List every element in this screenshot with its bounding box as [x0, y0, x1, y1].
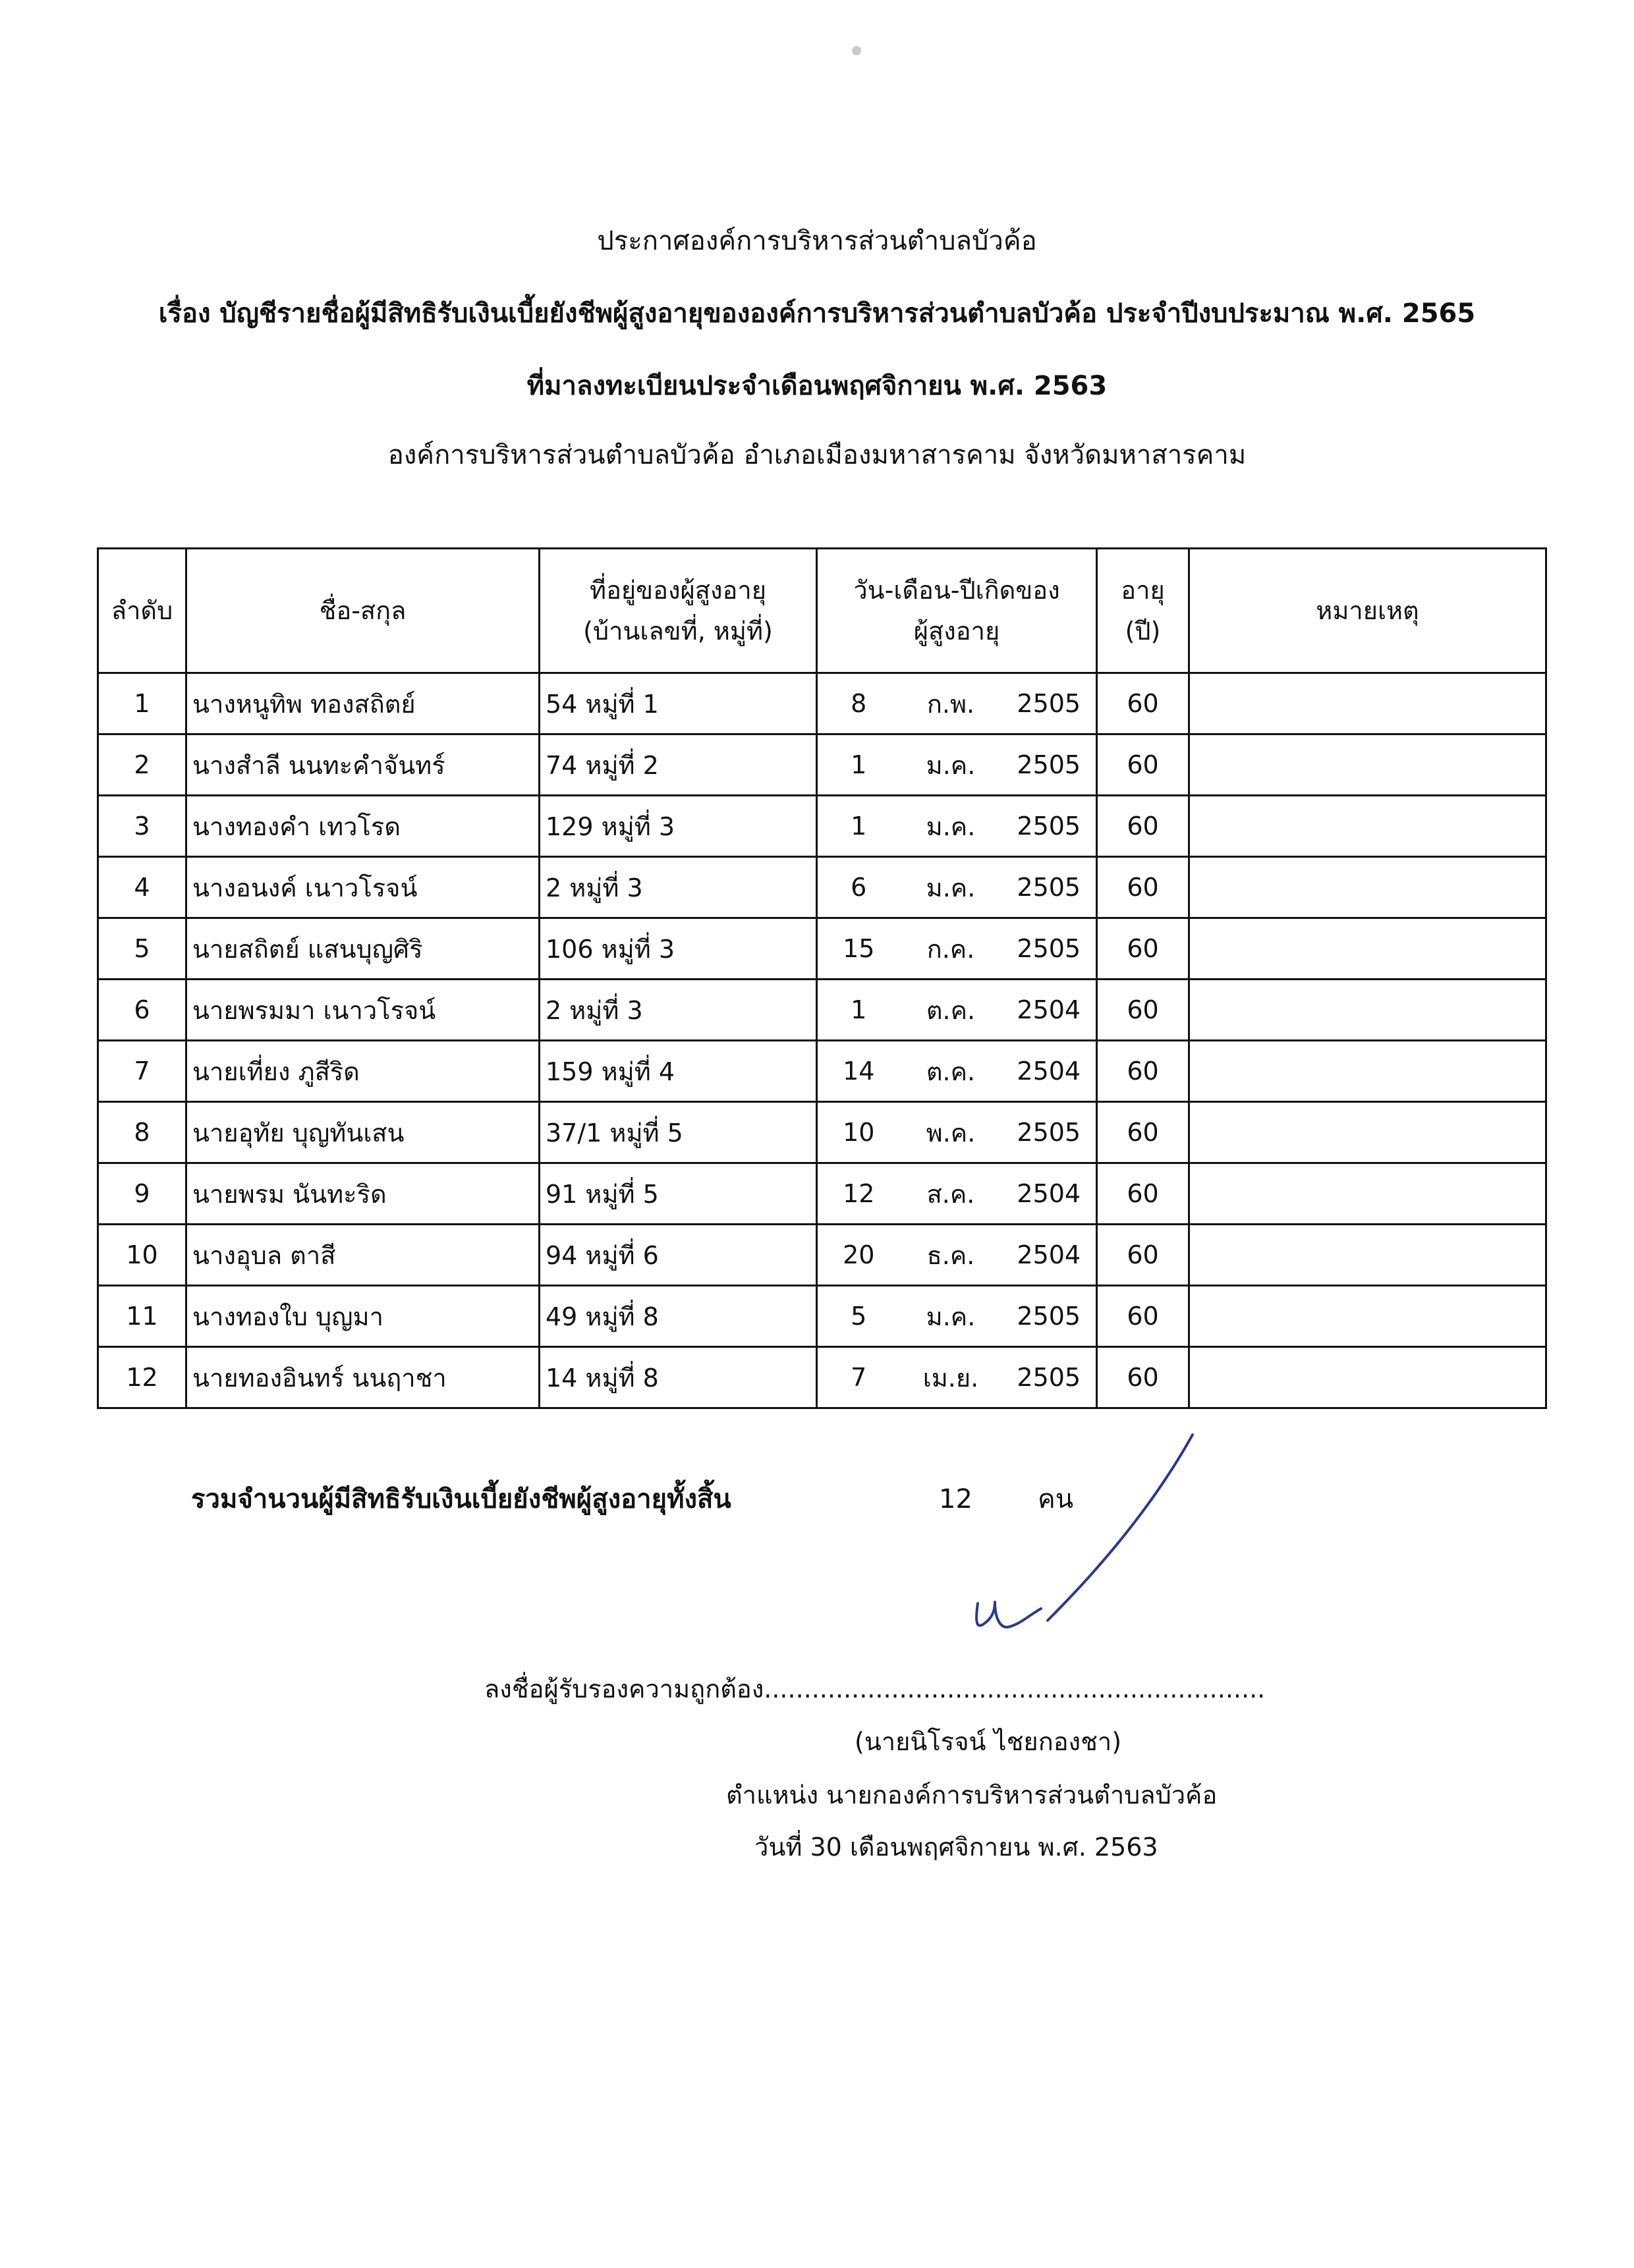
- row-birth-day: 7: [817, 1347, 900, 1408]
- subject-heading: เรื่อง บัญชีรายชื่อผู้มีสิทธิรับเงินเบี้ยยังชีพผู้สูงอายุขององค์การบริหารส่วนตำบลบัวค้อ ประจำปีงบประมาณ พ.ศ. 2565: [158, 298, 1476, 329]
- handwritten-signature: [969, 1429, 1206, 1667]
- scan-speck: [852, 46, 861, 55]
- row-birth-day: 1: [817, 734, 900, 796]
- row-birth-day: 6: [817, 857, 900, 918]
- row-birth-day: 12: [817, 1163, 900, 1225]
- elderly-allowance-table: [97, 547, 1547, 1409]
- row-no: 11: [98, 1286, 186, 1347]
- table-row: [98, 980, 1546, 1041]
- table-row: [98, 1225, 1546, 1286]
- row-no: 6: [98, 980, 186, 1041]
- row-address: 129 หมู่ที่ 3: [540, 796, 817, 857]
- row-name: นางหนูทิพ ทองสถิตย์: [186, 673, 540, 734]
- total-count: 12: [939, 1484, 972, 1514]
- row-remark: [1189, 1225, 1546, 1286]
- row-remark: [1189, 1286, 1546, 1347]
- row-address: 159 หมู่ที่ 4: [540, 1041, 817, 1102]
- table-row: [98, 918, 1546, 980]
- row-no: 10: [98, 1225, 186, 1286]
- registration-month-heading: ที่มาลงทะเบียนประจำเดือนพฤศจิกายน พ.ศ. 2563: [526, 371, 1108, 401]
- row-birth-day: 1: [817, 980, 900, 1041]
- header-name: ชื่อ-สกุล: [186, 549, 540, 673]
- row-address: 106 หมู่ที่ 3: [540, 918, 817, 980]
- row-no: 12: [98, 1347, 186, 1408]
- row-birth-year: 2505: [1002, 918, 1097, 980]
- row-name: นายเที่ยง ภูสีริด: [186, 1041, 540, 1102]
- row-birth-month: พ.ค.: [900, 1102, 1002, 1163]
- row-name: นางทองใบ บุญมา: [186, 1286, 540, 1347]
- row-no: 5: [98, 918, 186, 980]
- row-age: 60: [1097, 918, 1189, 980]
- row-birth-month: เม.ย.: [900, 1347, 1002, 1408]
- signature-stroke: [1048, 1435, 1193, 1620]
- row-age: 60: [1097, 1041, 1189, 1102]
- row-remark: [1189, 980, 1546, 1041]
- row-remark: [1189, 796, 1546, 857]
- table-row: [98, 1041, 1546, 1102]
- row-birth-month: ก.ค.: [900, 918, 1002, 980]
- row-age: 60: [1097, 1347, 1189, 1408]
- row-name: นายอุทัย บุญทันเสน: [186, 1102, 540, 1163]
- certification-date: วันที่ 30 เดือนพฤศจิกายน พ.ศ. 2563: [754, 1833, 1158, 1862]
- signature-loop: [976, 1602, 1041, 1627]
- row-name: นายสถิตย์ แสนบุญศิริ: [186, 918, 540, 980]
- row-name: นายพรม นันทะริด: [186, 1163, 540, 1225]
- row-remark: [1189, 857, 1546, 918]
- row-address: 91 หมู่ที่ 5: [540, 1163, 817, 1225]
- row-remark: [1189, 1102, 1546, 1163]
- table-row: [98, 734, 1546, 796]
- row-address: 94 หมู่ที่ 6: [540, 1225, 817, 1286]
- row-birth-year: 2504: [1002, 1163, 1097, 1225]
- row-birth-month: ก.พ.: [900, 673, 1002, 734]
- row-no: 1: [98, 673, 186, 734]
- row-age: 60: [1097, 980, 1189, 1041]
- table-row: [98, 1286, 1546, 1347]
- row-birth-day: 10: [817, 1102, 900, 1163]
- row-no: 3: [98, 796, 186, 857]
- announcement-heading: ประกาศองค์การบริหารส่วนตำบลบัวค้อ: [597, 226, 1037, 256]
- header-no: ลำดับ: [98, 549, 186, 673]
- row-birth-year: 2504: [1002, 980, 1097, 1041]
- row-birth-year: 2505: [1002, 673, 1097, 734]
- row-no: 2: [98, 734, 186, 796]
- row-address: 37/1 หมู่ที่ 5: [540, 1102, 817, 1163]
- row-birth-day: 20: [817, 1225, 900, 1286]
- row-age: 60: [1097, 796, 1189, 857]
- row-birth-year: 2504: [1002, 1041, 1097, 1102]
- row-age: 60: [1097, 857, 1189, 918]
- row-birth-day: 15: [817, 918, 900, 980]
- row-remark: [1189, 673, 1546, 734]
- row-age: 60: [1097, 1225, 1189, 1286]
- header-remark: หมายเหตุ: [1189, 549, 1546, 673]
- row-birth-month: ม.ค.: [900, 796, 1002, 857]
- table-header-row: [98, 549, 1546, 673]
- row-age: 60: [1097, 734, 1189, 796]
- total-label: รวมจำนวนผู้มีสิทธิรับเงินเบี้ยยังชีพผู้สูงอายุทั้งสิ้น: [191, 1484, 731, 1514]
- row-birth-year: 2505: [1002, 857, 1097, 918]
- row-remark: [1189, 918, 1546, 980]
- row-age: 60: [1097, 1286, 1189, 1347]
- row-birth-month: ม.ค.: [900, 734, 1002, 796]
- row-birth-day: 5: [817, 1286, 900, 1347]
- row-birth-year: 2505: [1002, 734, 1097, 796]
- table-row: [98, 1347, 1546, 1408]
- row-name: นางอุบล ตาสี: [186, 1225, 540, 1286]
- row-birth-year: 2504: [1002, 1225, 1097, 1286]
- row-birth-year: 2505: [1002, 1286, 1097, 1347]
- row-name: นางทองคำ เทวโรด: [186, 796, 540, 857]
- organization-location-heading: องค์การบริหารส่วนตำบลบัวค้อ อำเภอเมืองมหาสารคาม จังหวัดมหาสารคาม: [387, 440, 1247, 470]
- row-address: 49 หมู่ที่ 8: [540, 1286, 817, 1347]
- row-remark: [1189, 1347, 1546, 1408]
- row-birth-month: ม.ค.: [900, 857, 1002, 918]
- row-address: 2 หมู่ที่ 3: [540, 857, 817, 918]
- row-age: 60: [1097, 673, 1189, 734]
- row-name: นางอนงค์ เนาวโรจน์: [186, 857, 540, 918]
- certifier-signature-line: ลงชื่อผู้รับรองความถูกต้อง...............................................................: [484, 1674, 1266, 1703]
- table-row: [98, 1102, 1546, 1163]
- table-row: [98, 796, 1546, 857]
- row-name: นางสำลี นนทะคำจันทร์: [186, 734, 540, 796]
- row-address: 54 หมู่ที่ 1: [540, 673, 817, 734]
- table-row: [98, 857, 1546, 918]
- row-no: 9: [98, 1163, 186, 1225]
- row-birth-month: ส.ค.: [900, 1163, 1002, 1225]
- row-birth-year: 2505: [1002, 1347, 1097, 1408]
- row-birth-day: 1: [817, 796, 900, 857]
- certifier-position: ตำแหน่ง นายกองค์การบริหารส่วนตำบลบัวค้อ: [726, 1781, 1218, 1810]
- row-age: 60: [1097, 1102, 1189, 1163]
- row-age: 60: [1097, 1163, 1189, 1225]
- header-birthdate: วัน-เดือน-ปีเกิดของ ผู้สูงอายุ: [817, 549, 1097, 673]
- row-no: 7: [98, 1041, 186, 1102]
- row-address: 74 หมู่ที่ 2: [540, 734, 817, 796]
- row-birth-year: 2505: [1002, 1102, 1097, 1163]
- row-remark: [1189, 1041, 1546, 1102]
- table-row: [98, 673, 1546, 734]
- row-birth-month: ต.ค.: [900, 1041, 1002, 1102]
- row-no: 4: [98, 857, 186, 918]
- row-remark: [1189, 1163, 1546, 1225]
- row-remark: [1189, 734, 1546, 796]
- row-birth-day: 14: [817, 1041, 900, 1102]
- row-birth-month: ม.ค.: [900, 1286, 1002, 1347]
- header-age: อายุ (ปี): [1097, 549, 1189, 673]
- row-name: นายทองอินทร์ นนฤาชา: [186, 1347, 540, 1408]
- row-address: 2 หมู่ที่ 3: [540, 980, 817, 1041]
- row-birth-year: 2505: [1002, 796, 1097, 857]
- row-birth-month: ต.ค.: [900, 980, 1002, 1041]
- row-name: นายพรมมา เนาวโรจน์: [186, 980, 540, 1041]
- header-address: ที่อยู่ของผู้สูงอายุ (บ้านเลขที่, หมู่ที่): [540, 549, 817, 673]
- total-unit: คน: [1038, 1484, 1074, 1514]
- row-no: 8: [98, 1102, 186, 1163]
- row-address: 14 หมู่ที่ 8: [540, 1347, 817, 1408]
- row-birth-month: ธ.ค.: [900, 1225, 1002, 1286]
- row-birth-day: 8: [817, 673, 900, 734]
- certifier-name: (นายนิโรจน์ ไชยกองชา): [855, 1727, 1122, 1756]
- table-row: [98, 1163, 1546, 1225]
